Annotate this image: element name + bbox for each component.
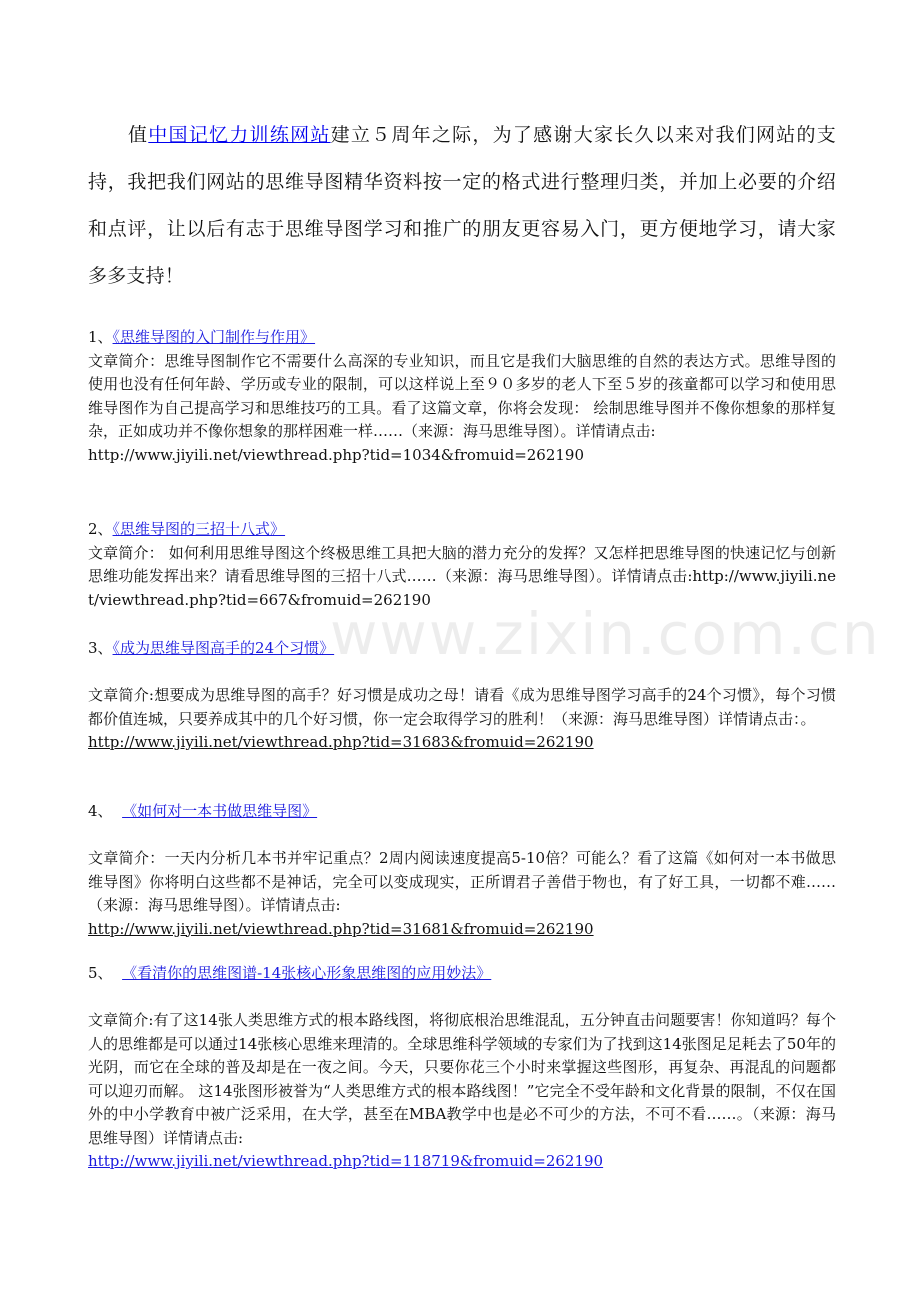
article-number: 2、 xyxy=(88,520,113,538)
intro-prefix: 值 xyxy=(128,124,149,146)
article-url[interactable]: http://www.jiyili.net/viewthread.php?tid=1034&fromuid=262190 xyxy=(88,445,585,464)
article-title-line xyxy=(88,326,836,350)
article-title-link[interactable]: 《思维导图的入门制作与作用》 xyxy=(112,328,316,346)
spacer xyxy=(88,824,836,848)
article-3 xyxy=(88,637,836,755)
article-title-link[interactable]: 《成为思维导图高手的24个习惯》 xyxy=(112,639,335,657)
article-summary: 文章简介：一天内分析几本书并牢记重点？2周内阅读速度提高5-10倍？可能么？看了这篇《如何对一本书做思维导图》你将明白这些都不是神话，完全可以变成现实，正所谓君子善借于物也，有了好工具，一切都不难……（来源：海马思维导图）。详情请点击: xyxy=(88,849,836,914)
article-title-line xyxy=(88,800,836,824)
article-1 xyxy=(88,326,836,467)
article-url[interactable]: http://www.jiyili.net/viewthread.php?tid=667&fromuid=262190 xyxy=(88,567,836,609)
article-summary xyxy=(88,542,836,613)
article-summary-text: 文章简介： 如何利用思维导图这个终极思维工具把大脑的潜力充分的发挥？又怎样把思维导图的快速记忆与创新思维功能发挥出来？请看思维导图的三招十八式……（来源：海马思维导图）。详情请点击: xyxy=(88,543,836,585)
article-title-line xyxy=(88,637,836,661)
article-number: 3、 xyxy=(88,639,113,657)
article-4 xyxy=(88,800,836,941)
article-title-line xyxy=(88,962,836,986)
article-5 xyxy=(88,962,836,1174)
spacer xyxy=(88,986,836,1010)
watermark: www.zixin.com.cn xyxy=(330,600,881,668)
article-number: 5、 xyxy=(88,964,113,982)
article-summary: 文章简介：思维导图制作它不需要什么高深的专业知识，而且它是我们大脑思维的自然的表达方式。思维导图的使用也没有任何年龄、学历或专业的限制，可以这样说上至９０多岁的老人下至５岁的孩童都可以学习和使用思维导图作为自己提高学习和思维技巧的工具。看了这篇文章，你将会发现： 绘制思维导图并不像你想象的那样复杂，正如成功并不像你想象的那样困难一样……（来源：海马思维导图）。详情请点击: xyxy=(88,351,836,440)
article-title-link[interactable]: 《如何对一本书做思维导图》 xyxy=(122,802,318,820)
article-title-line xyxy=(88,518,836,542)
intro-suffix: 建立５周年之际，为了感谢大家长久以来对我们网站的支持，我把我们网站的思维导图精华资料按一定的格式进行整理归类，并加上必要的介绍和点评，让以后有志于思维导图学习和推广的朋友更容易入门，更方便地学习，请大家多多支持！ xyxy=(88,124,836,287)
article-title-link[interactable]: 《思维导图的三招十八式》 xyxy=(112,520,286,538)
article-summary: 文章简介:想要成为思维导图的高手？好习惯是成功之母！请看《成为思维导图学习高手的24个习惯》，每个习惯都价值连城，只要养成其中的几个好习惯，你一定会取得学习的胜利！（来源：海马思维导图）详情请点击：。 xyxy=(88,686,836,728)
article-2 xyxy=(88,518,836,612)
article-url[interactable]: http://www.jiyili.net/viewthread.php?tid=31681&fromuid=262190 xyxy=(88,919,594,938)
article-number: 4、 xyxy=(88,802,113,820)
spacer xyxy=(88,661,836,685)
article-summary: 文章简介:有了这14张人类思维方式的根本路线图，将彻底根治思维混乱，五分钟直击问题要害！你知道吗？每个人的思维都是可以通过14张核心思维来理清的。全球思维科学领域的专家们为了找到这14张图足足耗去了50年的光阴，而它在全球的普及却是在一夜之间。今天，只要你花三个小时来掌握这些图形，再复杂、再混乱的问题都可以迎刃而解。 这14张图形被誉为“人类思维方式的根本路线图！”它完全不受年龄和文化背景的限制，不仅在国外的中小学教育中被广泛采用，在大学，甚至在MBA教学中也是必不可少的方法，不可不看……。（来源：海马思维导图）详情请点击: xyxy=(88,1011,836,1147)
article-number: 1、 xyxy=(88,328,113,346)
intro-paragraph xyxy=(88,112,836,300)
article-url[interactable]: http://www.jiyili.net/viewthread.php?tid=118719&fromuid=262190 xyxy=(88,1152,604,1170)
article-url[interactable]: http://www.jiyili.net/viewthread.php?tid=31683&fromuid=262190 xyxy=(88,733,594,751)
intro-site-link[interactable]: 中国记忆力训练网站 xyxy=(148,124,331,146)
article-title-link[interactable]: 《看清你的思维图谱-14张核心形象思维图的应用妙法》 xyxy=(122,964,492,982)
